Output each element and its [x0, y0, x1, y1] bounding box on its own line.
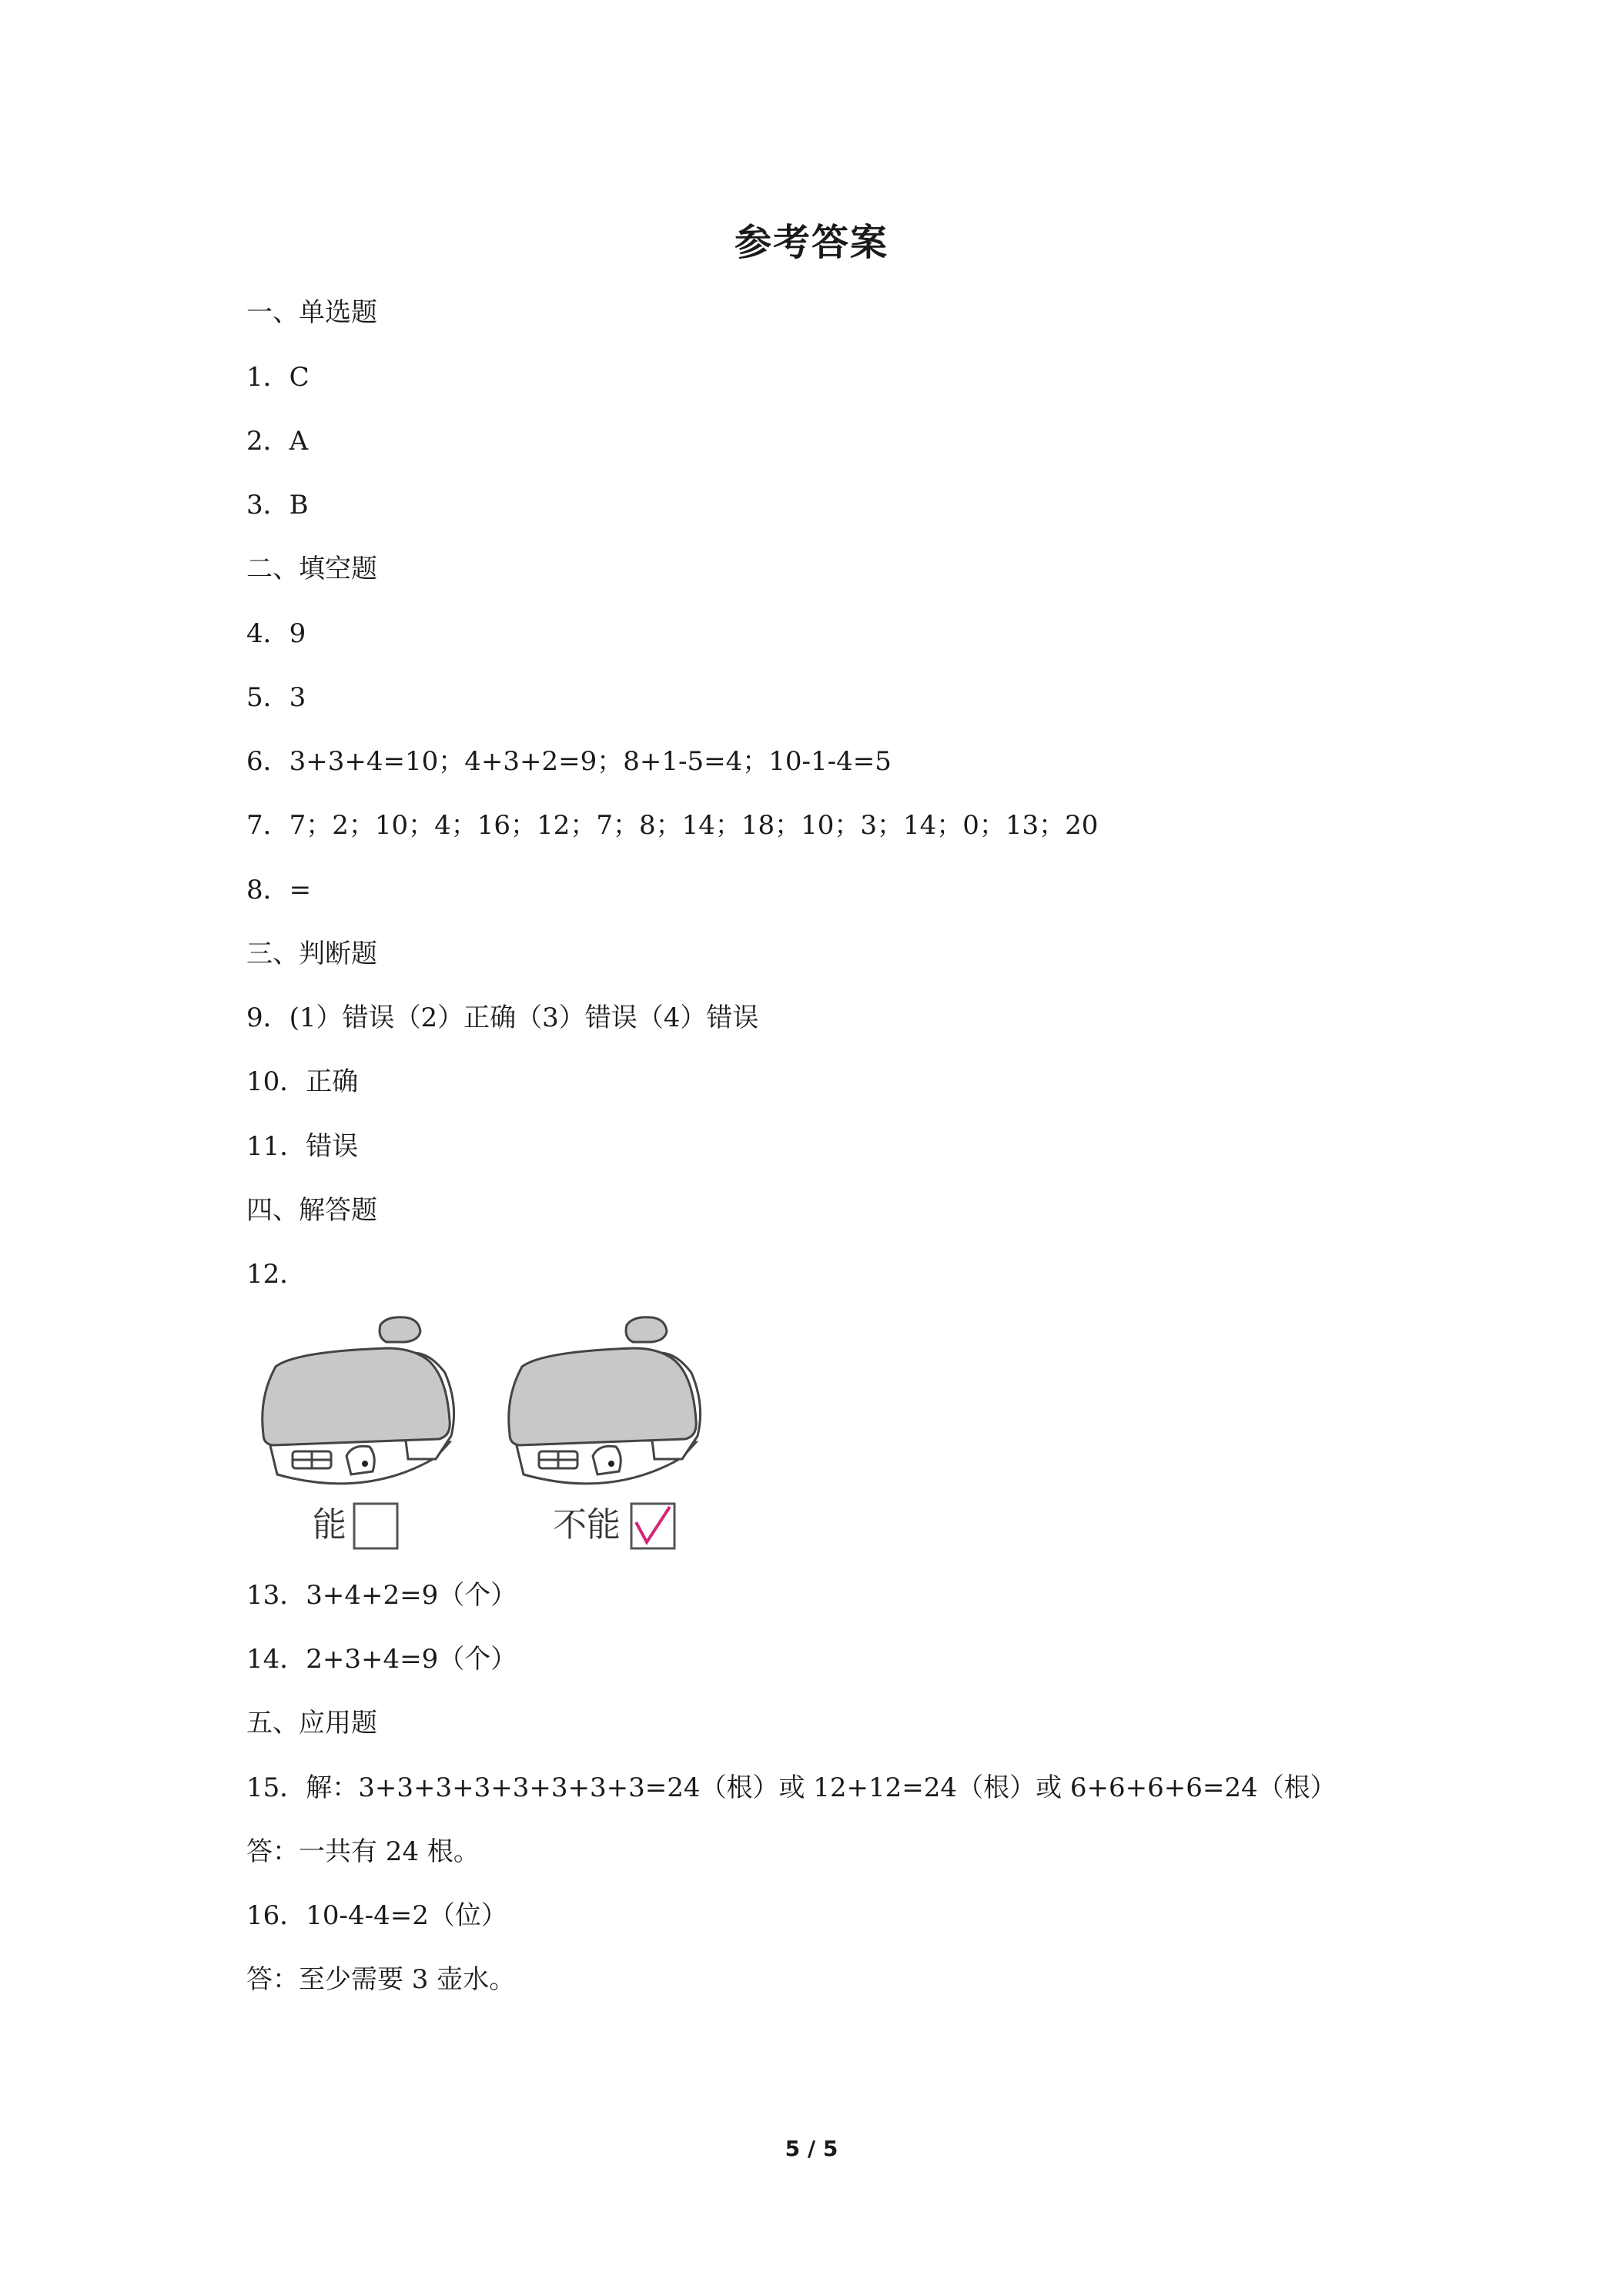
answer-8: 8．=: [246, 875, 312, 905]
answer-15-reply: 答：一共有 24 根。: [246, 1836, 480, 1867]
section-heading-solve: 四、解答题: [246, 1195, 377, 1226]
answer-9: 9．(1）错误（2）正确（3）错误（4）错误: [246, 1002, 759, 1033]
option-label-cannot: 不能: [553, 1505, 621, 1545]
answer-16-reply: 答：至少需要 3 壶水。: [246, 1964, 516, 1995]
page-number: 5 / 5: [785, 2136, 838, 2161]
house-illustration: [246, 1305, 724, 1559]
answer-4: 4．9: [246, 618, 306, 649]
answer-14: 14．2+3+4=9（个）: [246, 1644, 517, 1675]
page-title: 参考答案: [734, 221, 888, 264]
answer-13: 13．3+4+2=9（个）: [246, 1580, 517, 1611]
section-heading-fill-blank: 二、填空题: [246, 554, 377, 584]
answer-15-solution: 15．解：3+3+3+3+3+3+3+3=24（根）或 12+12=24（根）或 6+6+6+6=24（根）: [246, 1772, 1337, 1803]
option-label-can: 能: [313, 1505, 346, 1545]
section-heading-single-choice: 一、单选题: [246, 297, 377, 328]
section-heading-true-false: 三、判断题: [246, 939, 377, 969]
section-heading-application: 五、应用题: [246, 1708, 377, 1739]
answer-7: 7．7；2；10；4；16；12；7；8；14；18；10；3；14；0；13；20: [246, 810, 1099, 841]
house-left: [263, 1317, 454, 1484]
answer-6: 6．3+3+4=10；4+3+2=9；8+1-5=4；10-1-4=5: [246, 746, 892, 777]
answer-12: 12．: [246, 1259, 306, 1290]
answer-16-solution: 16．10-4-4=2（位）: [246, 1900, 507, 1931]
house-right: [509, 1317, 701, 1484]
house-figure: [246, 1305, 724, 1559]
answer-1: 1．C: [246, 362, 310, 393]
checkbox-can: [354, 1504, 397, 1548]
answer-2: 2．A: [246, 426, 309, 457]
answer-10: 10．正确: [246, 1066, 359, 1097]
answer-3: 3．B: [246, 490, 309, 520]
answer-11: 11．错误: [246, 1131, 359, 1162]
answer-5: 5．3: [246, 682, 306, 713]
